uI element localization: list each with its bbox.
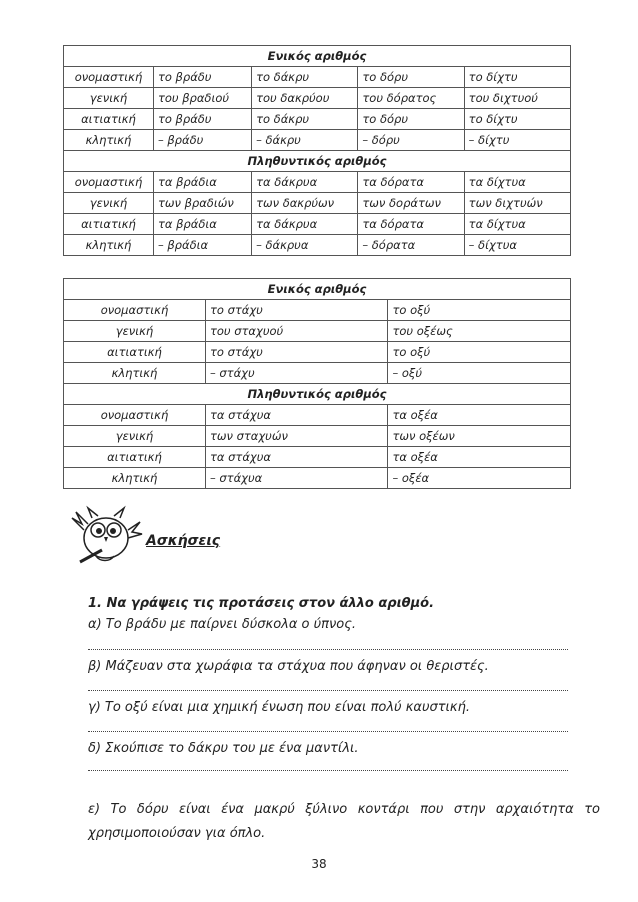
- case-name-cell: γενική: [64, 193, 154, 214]
- word-form-cell: των διχτυών: [464, 193, 570, 214]
- table-row: [64, 67, 571, 88]
- table-row: [64, 363, 571, 384]
- case-name-cell: αιτιατική: [64, 214, 154, 235]
- table-row: [64, 88, 571, 109]
- word-form-cell: των βραδιών: [153, 193, 251, 214]
- word-form-cell: του οξέως: [388, 321, 571, 342]
- exercises-title: Ασκήσεις: [146, 533, 221, 549]
- table-row: [64, 447, 571, 468]
- word-form-cell: το βράδυ: [153, 109, 251, 130]
- word-form-cell: τα βράδια: [153, 172, 251, 193]
- section-title: Ενικός αριθμός: [64, 46, 571, 67]
- sentence-c: γ) Το οξύ είναι μια χημική ένωση που είναι πολύ καυστική.: [88, 700, 470, 715]
- answer-line-a[interactable]: [88, 649, 568, 650]
- sentence-b: β) Μάζευαν στα χωράφια τα στάχυα που άφηναν οι θεριστές.: [88, 659, 489, 674]
- case-name-cell: γενική: [64, 88, 154, 109]
- word-form-cell: το οξύ: [388, 342, 571, 363]
- case-name-cell: αιτιατική: [64, 447, 206, 468]
- word-form-cell: του δόρατος: [358, 88, 464, 109]
- word-form-cell: το δίχτυ: [464, 109, 570, 130]
- case-name-cell: κλητική: [64, 130, 154, 151]
- word-form-cell: το βράδυ: [153, 67, 251, 88]
- word-form-cell: τα στάχυα: [205, 405, 388, 426]
- word-form-cell: το δίχτυ: [464, 67, 570, 88]
- section-title: Ενικός αριθμός: [64, 279, 571, 300]
- word-form-cell: – δίχτυα: [464, 235, 570, 256]
- word-form-cell: τα δίχτυα: [464, 172, 570, 193]
- case-name-cell: κλητική: [64, 235, 154, 256]
- case-name-cell: ονομαστική: [64, 300, 206, 321]
- declension-table-2: [63, 278, 571, 489]
- table-section-header: [64, 151, 571, 172]
- word-form-cell: τα στάχυα: [205, 447, 388, 468]
- case-name-cell: κλητική: [64, 363, 206, 384]
- case-name-cell: αιτιατική: [64, 342, 206, 363]
- word-form-cell: το δόρυ: [358, 109, 464, 130]
- word-form-cell: – στάχυα: [205, 468, 388, 489]
- table-row: [64, 214, 571, 235]
- case-name-cell: αιτιατική: [64, 109, 154, 130]
- table-section-header: [64, 384, 571, 405]
- table-row: [64, 321, 571, 342]
- word-form-cell: του σταχυού: [205, 321, 388, 342]
- word-form-cell: τα βράδια: [153, 214, 251, 235]
- word-form-cell: των δοράτων: [358, 193, 464, 214]
- word-form-cell: τα δάκρυα: [252, 172, 358, 193]
- table-row: [64, 172, 571, 193]
- table-row: [64, 426, 571, 447]
- table-row: [64, 193, 571, 214]
- word-form-cell: – βράδυ: [153, 130, 251, 151]
- owl-illustration: [66, 500, 146, 572]
- word-form-cell: τα δόρατα: [358, 214, 464, 235]
- table-row: [64, 109, 571, 130]
- table-row: [64, 300, 571, 321]
- word-form-cell: του διχτυού: [464, 88, 570, 109]
- word-form-cell: – οξύ: [388, 363, 571, 384]
- case-name-cell: κλητική: [64, 468, 206, 489]
- word-form-cell: του δακρύου: [252, 88, 358, 109]
- table-row: [64, 342, 571, 363]
- sentence-a: α) Το βράδυ με παίρνει δύσκολα ο ύπνος.: [88, 617, 356, 632]
- section-title: Πληθυντικός αριθμός: [64, 151, 571, 172]
- word-form-cell: – δάκρυα: [252, 235, 358, 256]
- table-row: [64, 405, 571, 426]
- case-name-cell: ονομαστική: [64, 405, 206, 426]
- table-row: [64, 130, 571, 151]
- word-form-cell: του βραδιού: [153, 88, 251, 109]
- word-form-cell: τα δόρατα: [358, 172, 464, 193]
- answer-line-c[interactable]: [88, 731, 568, 732]
- section-title: Πληθυντικός αριθμός: [64, 384, 571, 405]
- table-row: [64, 468, 571, 489]
- page-number: 38: [311, 857, 327, 871]
- word-form-cell: το οξύ: [388, 300, 571, 321]
- word-form-cell: – οξέα: [388, 468, 571, 489]
- word-form-cell: – βράδια: [153, 235, 251, 256]
- case-name-cell: ονομαστική: [64, 172, 154, 193]
- word-form-cell: – δόρυ: [358, 130, 464, 151]
- sentence-e: ε) Το δόρυ είναι ένα μακρύ ξύλινο κοντάρι που στην αρχαιότητα το χρησιμοποιούσαν για όπλο.: [88, 802, 600, 841]
- question-1: 1. Να γράψεις τις προτάσεις στον άλλο αριθμό.: [88, 596, 435, 611]
- word-form-cell: – δόρατα: [358, 235, 464, 256]
- word-form-cell: των δακρύων: [252, 193, 358, 214]
- word-form-cell: τα δίχτυα: [464, 214, 570, 235]
- case-name-cell: γενική: [64, 426, 206, 447]
- word-form-cell: το στάχυ: [205, 300, 388, 321]
- word-form-cell: το στάχυ: [205, 342, 388, 363]
- declension-table-1: [63, 45, 571, 256]
- sentence-d: δ) Σκούπισε το δάκρυ του με ένα μαντίλι.: [88, 741, 359, 756]
- word-form-cell: τα δάκρυα: [252, 214, 358, 235]
- word-form-cell: το δόρυ: [358, 67, 464, 88]
- table-row: [64, 235, 571, 256]
- case-name-cell: ονομαστική: [64, 67, 154, 88]
- table-section-header: [64, 46, 571, 67]
- table-section-header: [64, 279, 571, 300]
- answer-line-b[interactable]: [88, 690, 568, 691]
- word-form-cell: το δάκρυ: [252, 67, 358, 88]
- answer-line-d[interactable]: [88, 770, 568, 771]
- word-form-cell: των σταχυών: [205, 426, 388, 447]
- case-name-cell: γενική: [64, 321, 206, 342]
- word-form-cell: τα οξέα: [388, 447, 571, 468]
- word-form-cell: – στάχυ: [205, 363, 388, 384]
- word-form-cell: το δάκρυ: [252, 109, 358, 130]
- word-form-cell: – δάκρυ: [252, 130, 358, 151]
- word-form-cell: – δίχτυ: [464, 130, 570, 151]
- word-form-cell: τα οξέα: [388, 405, 571, 426]
- word-form-cell: των οξέων: [388, 426, 571, 447]
